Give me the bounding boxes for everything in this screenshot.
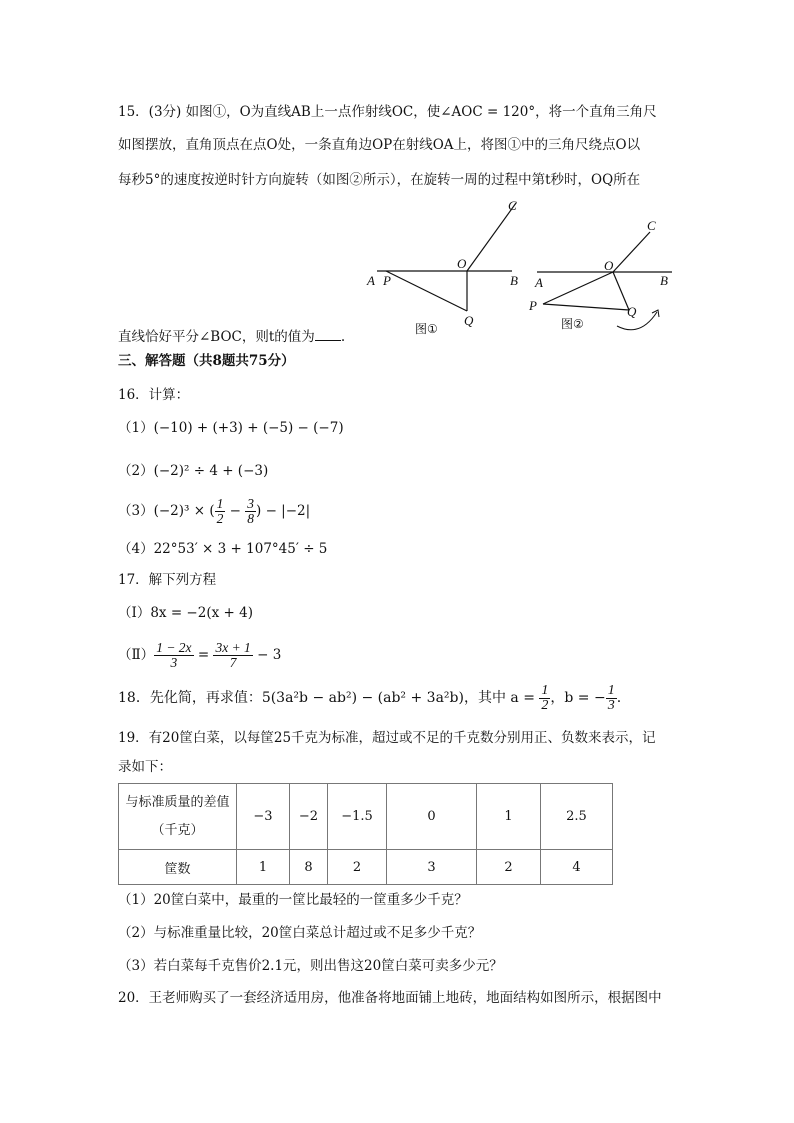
fig1-label-B: B (510, 273, 518, 288)
fig2-caption: 图② (561, 317, 584, 331)
table-cell: −2 (290, 784, 328, 850)
answer-blank[interactable] (315, 326, 341, 341)
q18-frac-b: $\frac{1}{3}$ (607, 682, 615, 713)
figure-2 (525, 212, 675, 342)
table-cell: 2 (477, 850, 541, 885)
fig1-label-A: A (367, 273, 375, 288)
q17-item-2-frac-right: $\frac{3x + 1}{7}$ (215, 640, 251, 670)
fig2-label-B: B (660, 273, 668, 288)
q16-item-3-frac-1: $\frac{1}{2}$ (216, 496, 224, 526)
q19-line-1: 19．有20筐白菜，以每筐25千克为标准，超过或不足的千克数分别用正、负数来表示，记 (118, 730, 656, 746)
q18-pre: 18．先化简，再求值：5(3a²b − ab²) − (ab² + 3a²b)，其中 a = (118, 690, 540, 706)
fig2-label-P: P (529, 298, 537, 313)
fig2-label-C: C (647, 218, 656, 233)
q18-post: . (616, 690, 622, 706)
table-cell: 2 (328, 850, 387, 885)
q15-line-2: 如图摆放，直角顶点在点O处，一条直角边OP在射线OA上，将图①中的三角尺绕点O以 (118, 137, 641, 153)
q19-line-2: 录如下： (118, 759, 172, 775)
table-cell: 1 (477, 784, 541, 850)
fig1-label-O: O (457, 256, 467, 271)
q15-line-4-text: 直线恰好平分∠BOC，则t的值为 (118, 329, 315, 345)
table-cell: −3 (237, 784, 290, 850)
q15-line-1: 15．(3分) 如图①，O为直线AB上一点作射线OC，使∠AOC = 120°，将一个直角三角尺 (118, 104, 657, 120)
q16-item-3-mid: − (225, 503, 246, 519)
fig2-label-O: O (604, 258, 614, 273)
q17-item-2-eq: = (193, 647, 214, 663)
q16-item-3-pre: （3）(−2)³ × ( (118, 503, 215, 519)
q19-sub-1: （1）20筐白菜中，最重的一筐比最轻的一筐重多少千克？ (118, 892, 468, 908)
q16-item-3-post: ) − |−2| (256, 503, 311, 519)
q18-frac-a: $\frac{1}{2}$ (541, 682, 549, 713)
cabbage-table (118, 783, 613, 885)
q17-item-1: （Ⅰ）8x = −2(x + 4) (118, 605, 253, 621)
fig1-label-P: P (383, 273, 391, 288)
fig1-label-C: C (508, 198, 517, 213)
q19-sub-2: （2）与标准重量比较，20筐白菜总计超过或不足多少千克？ (118, 925, 482, 941)
q18-mid: ，b = − (550, 690, 606, 706)
table-cell: 2.5 (541, 784, 613, 850)
table-cell: 8 (290, 850, 328, 885)
q16-item-4: （4）22°53′ × 3 + 107°45′ ÷ 5 (118, 541, 328, 557)
q15-line-4-end: . (340, 329, 346, 345)
q18 (118, 680, 621, 716)
figure-1 (360, 195, 530, 340)
q17-item-2-frac-left: $\frac{1 - 2x}{3}$ (156, 640, 192, 670)
fig2-label-A: A (535, 275, 543, 290)
q17-item-2 (118, 637, 281, 673)
q15-line-3: 每秒5°的速度按逆时针方向旋转（如图②所示），在旋转一周的过程中第t秒时，OQ所在 (118, 172, 641, 188)
q16-title: 16．计算： (118, 387, 190, 403)
q17-item-2-pre: （Ⅱ） (118, 647, 155, 663)
table-cell: −1.5 (328, 784, 387, 850)
table-header-cell: 筐数 (119, 850, 237, 885)
table-row (119, 784, 613, 850)
q15-line-4 (118, 326, 345, 347)
q20-line-1: 20．王老师购买了一套经济适用房，他准备将地面铺上地砖，地面结构如图所示，根据图中 (118, 990, 662, 1006)
q16-item-1: （1）(−10) + (+3) + (−5) − (−7) (118, 420, 344, 436)
q17-item-2-post: − 3 (252, 647, 282, 663)
table-cell: 1 (237, 850, 290, 885)
table-header-cell: 与标准质量的差值 （千克） (119, 784, 237, 850)
q16-item-2: （2）(−2)² ÷ 4 + (−3) (118, 463, 269, 479)
fig2-label-Q: Q (627, 304, 637, 319)
q16-item-3-frac-2: $\frac{3}{8}$ (247, 496, 255, 526)
fig1-caption: 图① (415, 322, 438, 336)
q16-item-3 (118, 493, 310, 529)
table-cell: 4 (541, 850, 613, 885)
section-heading: 三、解答题（共8题共75分） (118, 353, 295, 369)
q19-sub-3: （3）若白菜每千克售价2.1元，则出售这20筐白菜可卖多少元？ (118, 958, 503, 974)
table-row (119, 850, 613, 885)
table-cell: 3 (387, 850, 477, 885)
fig1-label-Q: Q (464, 313, 474, 328)
q17-title: 17．解下列方程 (118, 572, 217, 588)
table-cell: 0 (387, 784, 477, 850)
